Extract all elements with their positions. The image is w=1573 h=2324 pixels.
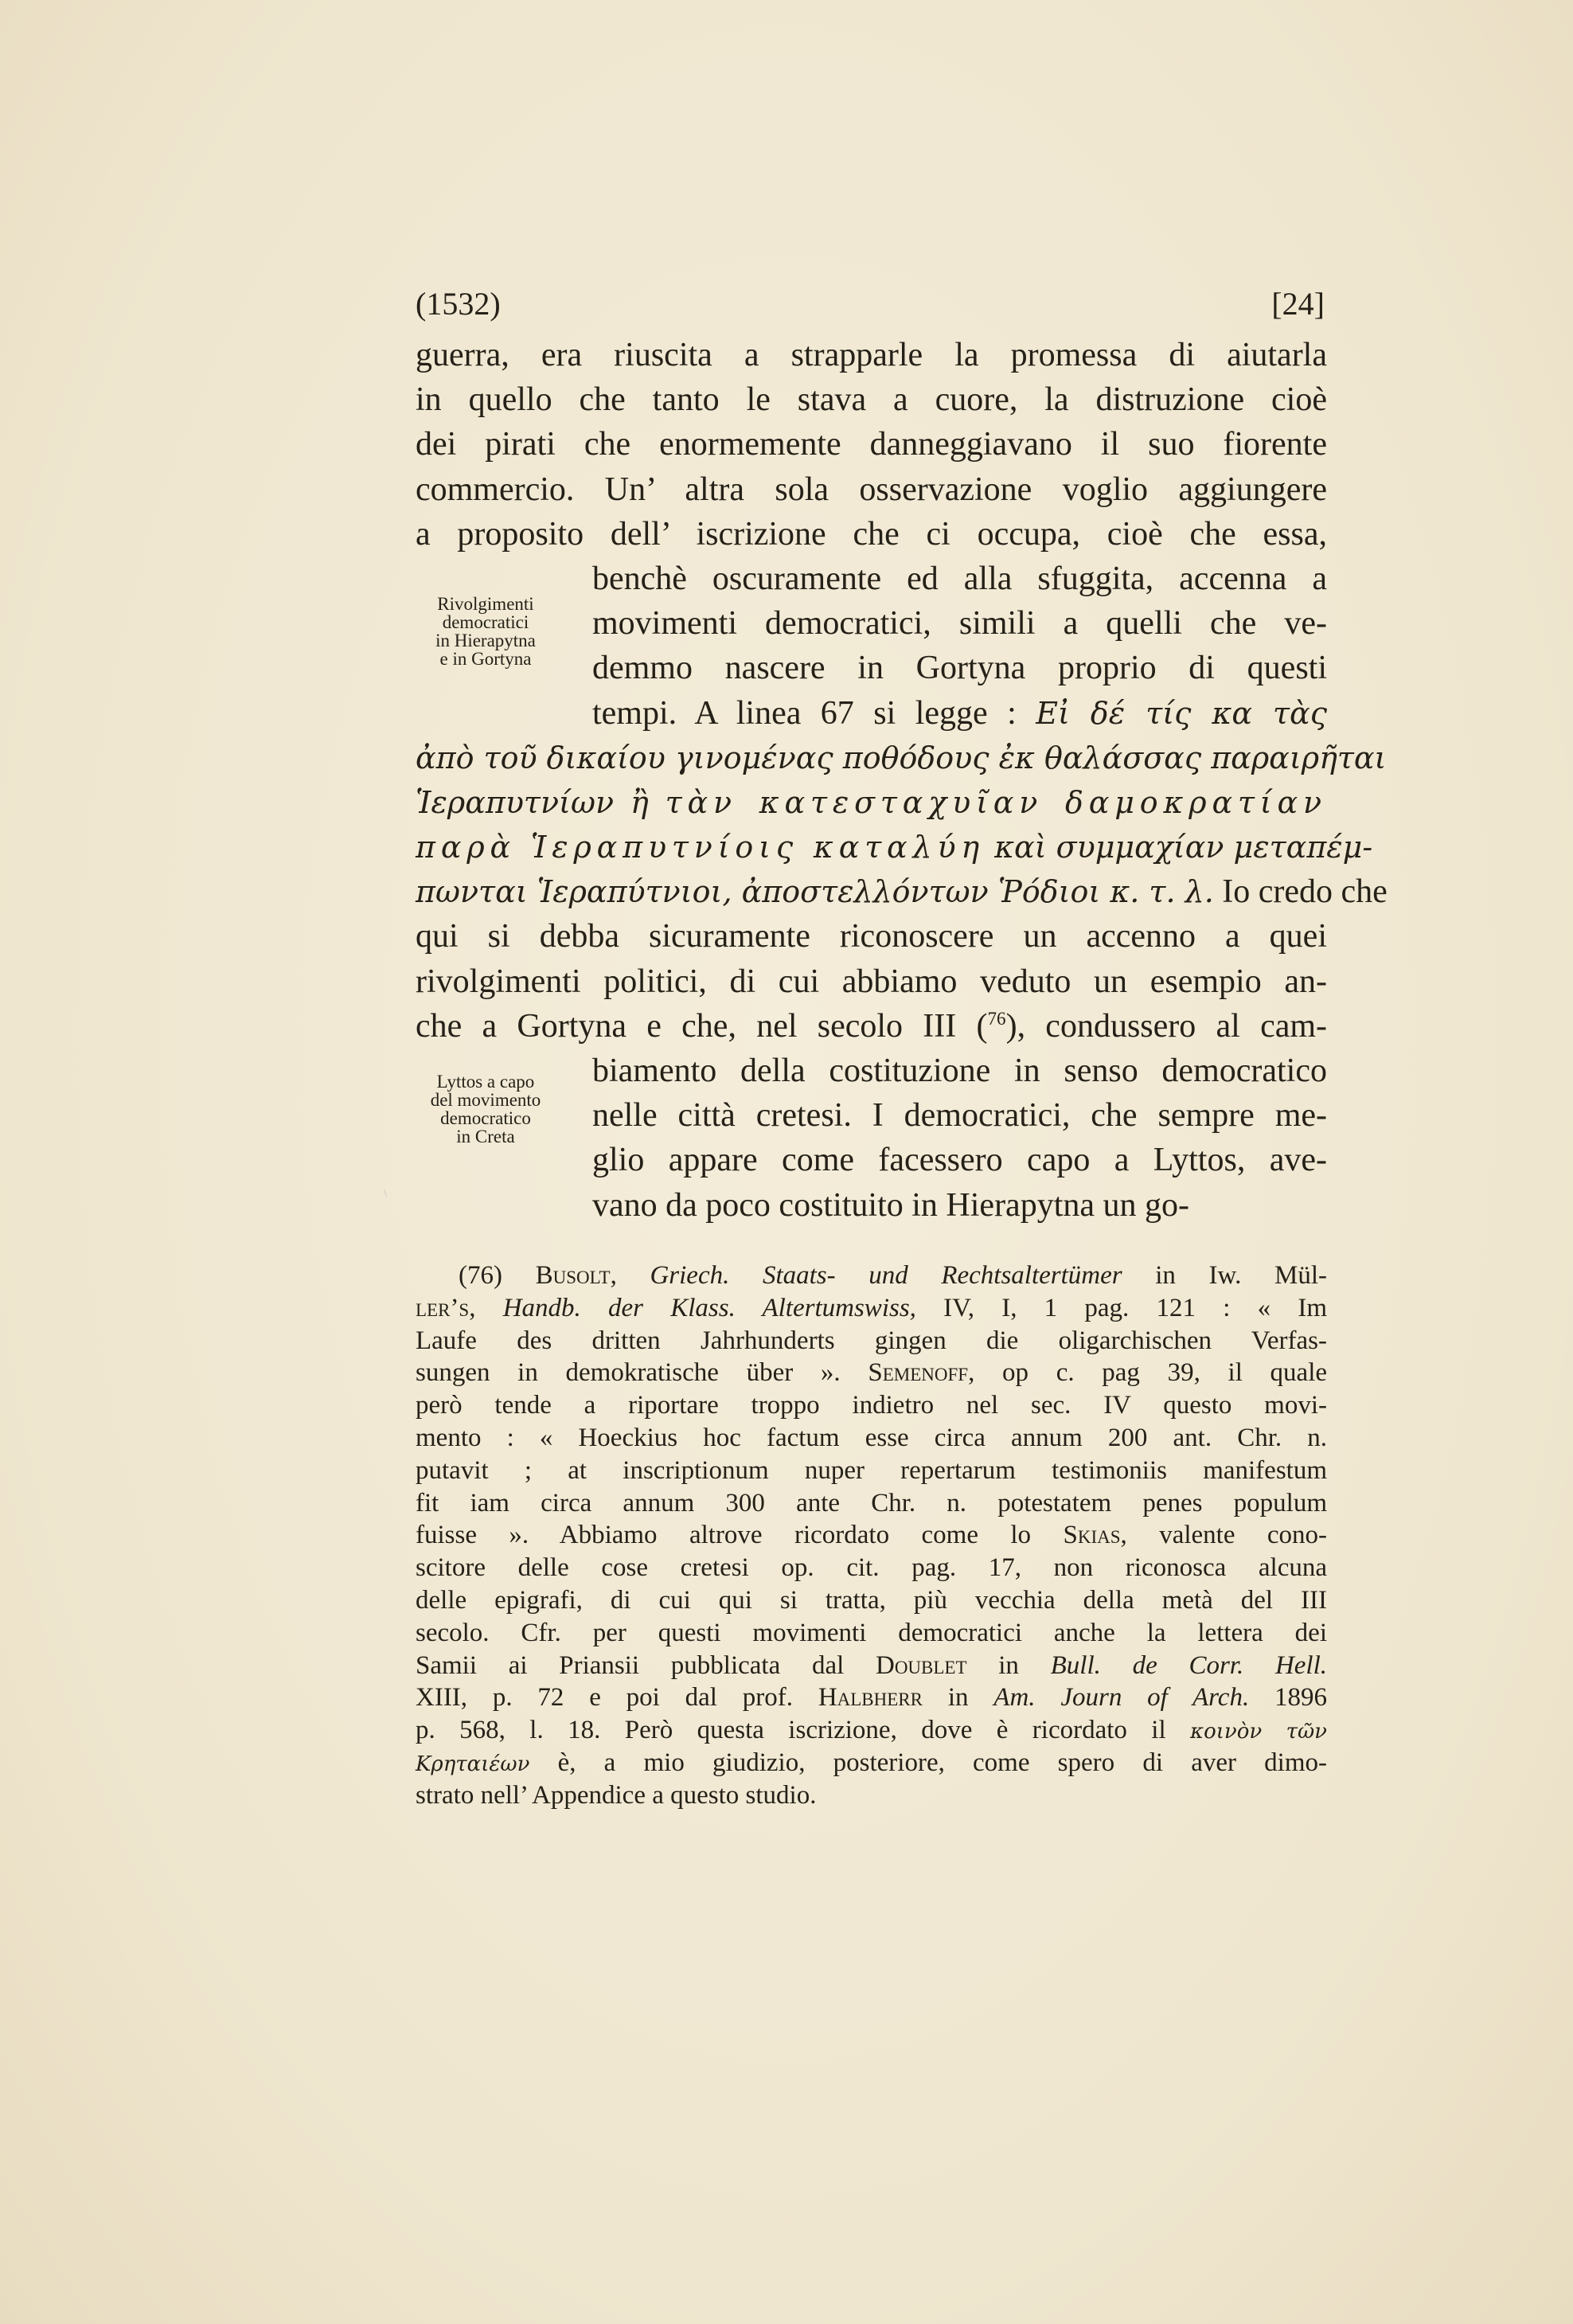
footnote-number: (76): [459, 1261, 502, 1290]
body-line: [416, 1004, 1327, 1049]
body-line: nelle città cretesi. I democratici, che sempre me-: [592, 1097, 1327, 1135]
footnote-line: delle epigrafi, di cui qui si tratta, più vecchia della metà del III: [416, 1585, 1327, 1615]
greek-spaced-text: παρὰ Ἱεραπυτνίοις καταλύη: [416, 830, 986, 865]
main-text: [416, 333, 1388, 1228]
footnote-line: [416, 1519, 1327, 1552]
footnote-line: [459, 1260, 1327, 1292]
margin-note-line: Lyttos a capo: [436, 1072, 535, 1092]
footnote-line: [416, 1714, 1327, 1747]
footnote-line: secolo. Cfr. per questi movimenti democratici anche la lettera dei: [416, 1618, 1327, 1647]
greek-text: Ἱεραπυτνίων ἢ: [416, 784, 649, 820]
greek-quote-line: [416, 825, 1373, 869]
footnote-text: è, a mio giudizio, posteriore, come spero di aver dimo-: [557, 1748, 1327, 1777]
greek-text: καὶ συμμαχίαν μεταπέμ-: [994, 830, 1373, 865]
margin-note-line: Rivolgimenti: [437, 594, 534, 614]
body-line: movimenti democratici, simili a quelli che ve-: [592, 605, 1327, 643]
footnote-text: Samii ai Priansii pubblicata dal: [416, 1650, 845, 1680]
body-line: commercio. Un’ altra sola osservazione voglio aggiungere: [416, 471, 1327, 508]
footnote-text: 1896: [1274, 1683, 1328, 1713]
footnote-text: XIII, p. 72 e poi dal prof.: [416, 1683, 793, 1713]
footnote-line: [416, 1681, 1327, 1714]
author-name: Skias,: [1063, 1521, 1127, 1550]
body-line: a proposito dell’ iscrizione che ci occupa, cioè che essa,: [416, 515, 1327, 553]
margin-note-line: in Creta: [456, 1127, 515, 1146]
author-name: Busolt,: [535, 1261, 617, 1290]
footnote-line: Laufe des dritten Jahrhunderts gingen die oligarchischen Verfas-: [416, 1326, 1327, 1355]
author-name: Semenoff,: [868, 1358, 975, 1388]
greek-text: πωνται Ἱεραπύτνιοι, ἀποστελλόντων Ῥόδιοι κ. τ. λ.: [416, 874, 1214, 910]
body-line: rivolgimenti politici, di cui abbiamo veduto un esempio an-: [416, 963, 1327, 1000]
body-line: in quello che tanto le stava a cuore, la distruzione cioè: [416, 381, 1327, 419]
margin-note-line: e in Gortyna: [439, 649, 532, 669]
author-name: ler’s,: [416, 1293, 476, 1322]
greek-text: κοινὸν τῶν: [1190, 1720, 1327, 1744]
footnote-line: mento : « Hoeckius hoc factum esse circa annum 200 ant. Chr. n.: [416, 1423, 1327, 1452]
greek-quote-line: ἀπὸ τοῦ δικαίου γινομένας ποθόδους ἐκ θαλάσσας παραιρῆται: [416, 740, 1387, 775]
work-title: Handb. der Klass. Altertumswiss,: [502, 1293, 916, 1322]
footnote-line: [416, 1357, 1327, 1389]
margin-note-line: del movimento: [430, 1090, 541, 1110]
page-mark: \: [384, 1188, 387, 1200]
greek-quote: Εἰ δέ τίς κα τὰς: [1036, 695, 1327, 731]
greek-spaced-text: τὰν κατεσταχυῖαν δαμοκρατίαν: [665, 784, 1327, 820]
greek-quote-line: [416, 780, 1327, 825]
footnote-ref[interactable]: 76: [987, 1007, 1006, 1029]
footnote-text: fuisse ». Abbiamo altrove ricordato come lo: [416, 1521, 1032, 1550]
page-number: (1532): [416, 286, 501, 322]
body-line: biamento della costituzione in senso democratico: [592, 1053, 1327, 1089]
journal-title: Bull. de Corr. Hell.: [1050, 1650, 1328, 1680]
body-text: tempi. A linea 67 si legge :: [592, 694, 1017, 732]
author-name: Doublet: [875, 1650, 967, 1680]
body-line: [416, 869, 1388, 914]
footnote-76: [416, 1260, 1327, 1812]
footnote-line: fit iam circa annum 300 ante Chr. n. potestatem penes populum: [416, 1488, 1327, 1517]
body-text: Io credo che: [1222, 873, 1388, 911]
footnote-text: in: [998, 1650, 1019, 1680]
journal-title: Am. Journ of Arch.: [993, 1683, 1250, 1713]
body-line: [592, 691, 1327, 736]
footnote-line: scitore delle cose cretesi op. cit. pag. 17, non riconosca alcuna: [416, 1553, 1327, 1583]
footnote-line: però tende a riportare troppo indietro nel sec. IV questo movi-: [416, 1391, 1327, 1420]
margin-note-line: democratici: [442, 612, 529, 632]
footnote-line: putavit ; at inscriptionum nuper repertarum testimoniis manifestum: [416, 1455, 1327, 1485]
body-line: qui si debba sicuramente riconoscere un accenno a quei: [416, 918, 1327, 955]
body-text: ), condussero al cam-: [1005, 1007, 1328, 1045]
margin-note-line: in Hierapytna: [435, 631, 536, 650]
body-line: demmo nascere in Gortyna proprio di questi: [592, 650, 1327, 687]
body-text: che a Gortyna e che, nel secolo III (: [416, 1007, 988, 1045]
footnote-text: op c. pag 39, il quale: [1002, 1358, 1328, 1388]
work-title: Griech. Staats- und Rechtsaltertümer: [650, 1261, 1122, 1290]
footnote-text: p. 568, l. 18. Però questa iscrizione, dove è ricordato il: [416, 1716, 1166, 1745]
footnote-text: in Iw. Mül-: [1155, 1261, 1328, 1290]
footnote-text: valente cono-: [1159, 1521, 1328, 1550]
greek-text: Κρηταιέων: [416, 1752, 530, 1776]
body-line: dei pirati che enormemente danneggiavano il suo fiorente: [416, 426, 1327, 463]
body-line: vano da poco costituito in Hierapytna un go-: [592, 1186, 1189, 1224]
section-number: [24]: [1271, 286, 1325, 322]
footnote-text: IV, I, 1 pag. 121 : « Im: [943, 1293, 1328, 1322]
footnote-text: sungen in demokratische über ».: [416, 1358, 841, 1388]
body-line: glio appare come facessero capo a Lyttos, ave-: [592, 1142, 1327, 1179]
footnote-line: strato nell’ Appendice a questo studio.: [416, 1780, 817, 1810]
body-line: benchè oscuramente ed alla sfuggita, accenna a: [592, 560, 1327, 597]
author-name: Halbherr: [818, 1683, 923, 1713]
footnote-text: in: [947, 1683, 969, 1713]
margin-note-line: democratico: [440, 1108, 531, 1128]
footnote-line: [416, 1747, 1327, 1779]
footnote-line: [416, 1650, 1327, 1682]
body-line: guerra, era riuscita a strapparle la promessa di aiutarla: [416, 337, 1327, 373]
footnote-line: [416, 1292, 1327, 1325]
